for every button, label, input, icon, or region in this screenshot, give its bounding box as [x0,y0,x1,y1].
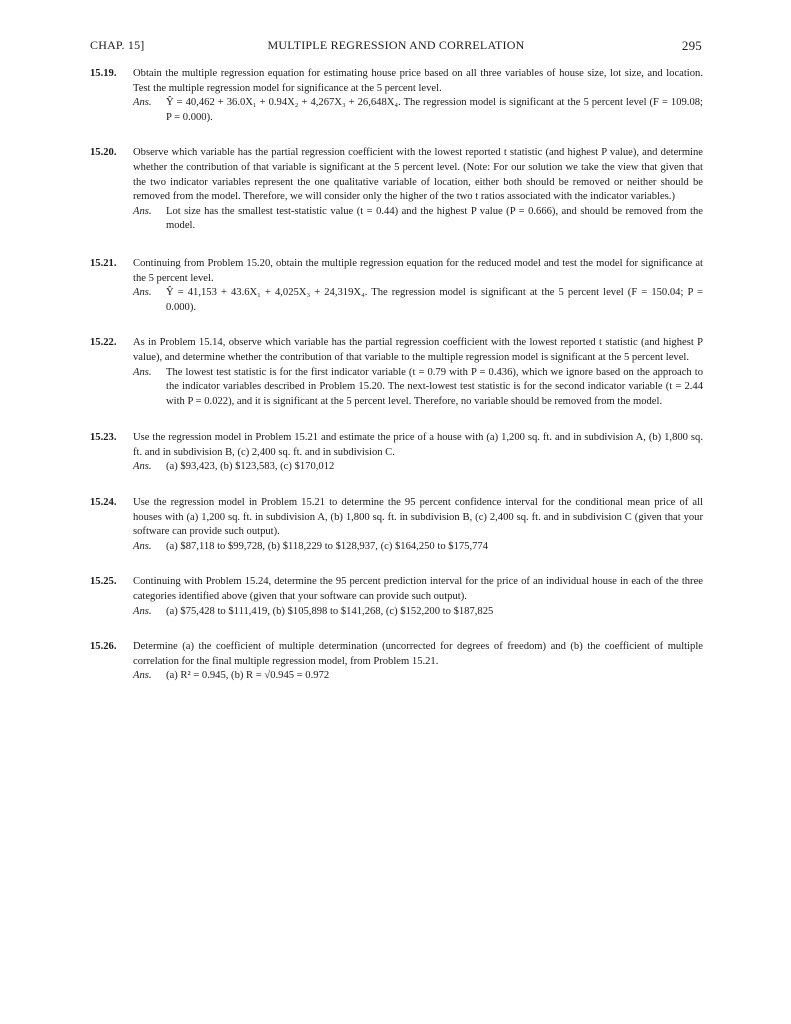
answer-text: (a) $93,423, (b) $123,583, (c) $170,012 [166,461,335,473]
problem-question: Use the regression model in Problem 15.21 and estimate the price of a house with (a) 1,200 sq. ft. and in subdivision A, (b) 1,800 sq. ft. and in subdivision B, (c) 2,400 sq. ft. and in subdivision C. [133,432,703,458]
problem-answer [133,605,703,620]
problem-number: 15.21. [90,257,117,269]
answer-text: The lowest test statistic is for the first indicator variable (t = 0.79 with P = 0.436), which we ignore based on the approach to the indicator variables described in Problem 15.20. The next-lowest test statistic is for the second indicator variable (t = 2.44 with P = 0.022), and it is significant at the 5 percent level. Therefore, no variable should be removed from the model. [166,366,703,407]
problem-answer [133,460,703,475]
problem-15-19 [90,67,703,125]
answer-text: Ŷ = 40,462 + 36.0X₁ + 0.94X₂ + 4,267X₃ + 26,648X₄. The regression model is significant at the 5 percent level (F = 109.08; P = 0.000). [166,97,703,123]
problem-question: Obtain the multiple regression equation for estimating house price based on all three variables of house size, lot size, and location. Test the multiple regression model for significance at the 5 percent level. [133,68,703,94]
problem-number: 15.23. [90,432,117,444]
problem-15-25 [90,575,703,619]
answer-label: Ans. [133,461,152,473]
problem-answer [133,669,703,684]
problem-number: 15.19. [90,68,117,79]
answer-text: (a) R² = 0.945, (b) R = √0.945 = 0.972 [166,670,330,682]
problem-answer [133,286,703,315]
answer-text: Lot size has the smallest test-statistic value (t = 0.44) and the highest P value (P = 0.666), and should be removed from the model. [166,205,703,232]
answer-label: Ans. [133,540,152,552]
answer-label: Ans. [133,287,152,299]
problem-answer [133,205,703,234]
answer-text: (a) $87,118 to $99,728, (b) $118,229 to $128,937, (c) $164,250 to $175,774 [166,540,488,552]
problem-answer [133,366,703,410]
problem-number: 15.20. [90,147,117,159]
answer-label: Ans. [133,205,152,217]
answer-text: (a) $75,428 to $111,419, (b) $105,898 to $141,268, (c) $152,200 to $187,825 [166,605,494,617]
problem-number: 15.25. [90,576,117,588]
problem-15-20 [90,146,703,234]
problem-number: 15.24. [90,497,117,509]
problem-question: Determine (a) the coefficient of multiple determination (uncorrected for degrees of freedom) and (b) the coefficient of multiple correlation for the final multiple regression model, from Problem 15.21. [133,641,703,667]
problem-question: Continuing from Problem 15.20, obtain the multiple regression equation for the reduced model and test the model for significance at the 5 percent level. [133,257,703,284]
problem-number: 15.22. [90,337,117,349]
problem-question: Continuing with Problem 15.24, determine the 95 percent prediction interval for the price of an individual house in each of the three categories identified above (given that your software can provide such output). [133,576,703,603]
problem-answer [133,96,703,125]
problem-number: 15.26. [90,641,117,653]
answer-text: Ŷ = 41,153 + 43.6X₁ + 4,025X₃ + 24,319X₄. The regression model is significant at the 5 percent level (F = 150.04; P = 0.000). [166,287,703,313]
problem-question: Observe which variable has the partial regression coefficient with the lowest reported t statistic (and highest P value), and determine whether the contribution of that variable is significant at the 5 percent level. (Note: For our solution we take the view that given that the two indicator variables represent the one qualitative variable of location, either both should be removed or neither should be removed from the model. Therefore, we will consider only the higher of the two t ratios associated with the indicator variables.) [133,147,703,203]
problem-answer [133,540,703,555]
problem-question: Use the regression model in Problem 15.21 to determine the 95 percent confidence interval for the conditional mean price of all houses with (a) 1,200 sq. ft. in subdivision A, (b) 1,800 sq. ft. in subdivision B, (c) 2,400 sq. ft. and in subdivision C (given that your software can provide such output). [133,497,703,538]
page-number: 295 [681,38,702,53]
problem-list [90,67,703,705]
chapter-label: CHAP. 15] [90,38,145,52]
answer-label: Ans. [133,97,152,109]
answer-label: Ans. [133,605,152,617]
answer-label: Ans. [133,670,152,682]
problem-15-24 [90,496,703,554]
problem-15-21 [90,257,703,315]
problem-15-22 [90,336,703,409]
problem-15-23 [90,431,703,475]
problem-question: As in Problem 15.14, observe which variable has the partial regression coefficient with the lowest reported t statistic (and highest P value), and determine whether the contribution of that variable to the multiple regression model is significant at the 5 percent level. [133,337,703,363]
chapter-title: MULTIPLE REGRESSION AND CORRELATION [267,38,525,52]
problem-15-26 [90,640,703,684]
answer-label: Ans. [133,366,152,378]
